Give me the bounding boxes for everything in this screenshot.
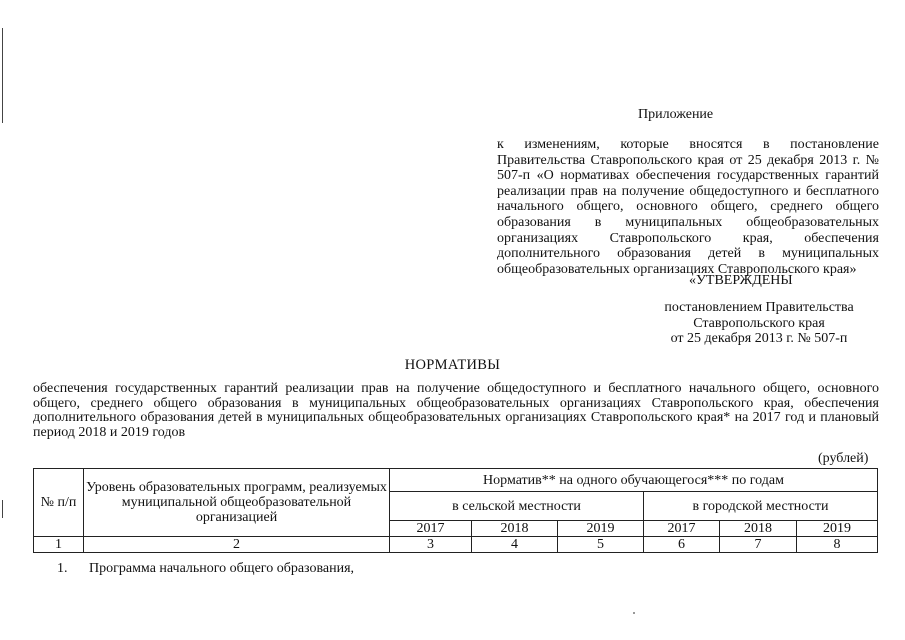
header-program-level: Уровень образовательных программ, реализуемых муниципальной общеобразовательной организацией [84,469,390,537]
column-number: 8 [797,537,878,553]
header-year: 2018 [720,521,797,537]
program-label: Программа начального общего образования, [89,561,355,576]
norms-table [33,468,878,553]
column-number: 4 [472,537,558,553]
header-year: 2017 [390,521,472,537]
column-number: 6 [644,537,720,553]
column-number: 1 [34,537,84,553]
header-rural: в сельской местности [390,492,644,521]
header-year: 2018 [472,521,558,537]
approved-title: «УТВЕРЖДЕНЫ [689,273,793,288]
approved-line-1: постановлением Правительства [664,300,854,315]
scan-edge-line-lower [2,500,3,518]
header-number: № п/п [34,469,84,537]
program-row [57,561,354,577]
scan-speck [633,612,635,614]
approved-line-2: Ставропольского края [693,315,825,331]
column-number: 2 [84,537,390,553]
scan-edge-line [2,28,3,123]
column-number: 7 [720,537,797,553]
document-title: НОРМАТИВЫ [404,357,501,373]
program-number: 1. [57,561,68,576]
column-number: 3 [390,537,472,553]
header-norm: Норматив** на одного обучающегося*** по годам [390,469,878,492]
header-urban: в городской местности [644,492,878,521]
appendix-text: к изменениям, которые вносятся в постановление Правительства Ставропольского края от 25 декабря 2013 г. № 507-п «О нормативах обеспечения государственных гарантий реализации прав на получение общедоступного и бесплатного начального общего, основного общего, среднего общего образования в муниципальных общеобразовательных организациях Ставропольского края, обеспечения дополнительного образования детей в муниципальных общеобразовательных организациях Ставропольского края» [497,137,879,277]
header-year: 2017 [644,521,720,537]
approved-block [640,300,878,347]
header-year: 2019 [797,521,878,537]
column-number: 5 [558,537,644,553]
units-label: (рублей) [818,451,869,466]
approved-line-3: от 25 декабря 2013 г. № 507-п [670,331,848,347]
appendix-title: Приложение [638,107,714,122]
document-subtitle: обеспечения государственных гарантий реализации прав на получение общедоступного и бесплатного начального общего, основного общего, среднего общего образования в муниципальных общеобразовательных организациях Ставропольского края, обеспечения дополнительного образования детей в муниципальных общеобразовательных организациях Ставропольского края* на 2017 год и плановый период 2018 и 2019 годов [33,381,879,440]
header-year: 2019 [558,521,644,537]
